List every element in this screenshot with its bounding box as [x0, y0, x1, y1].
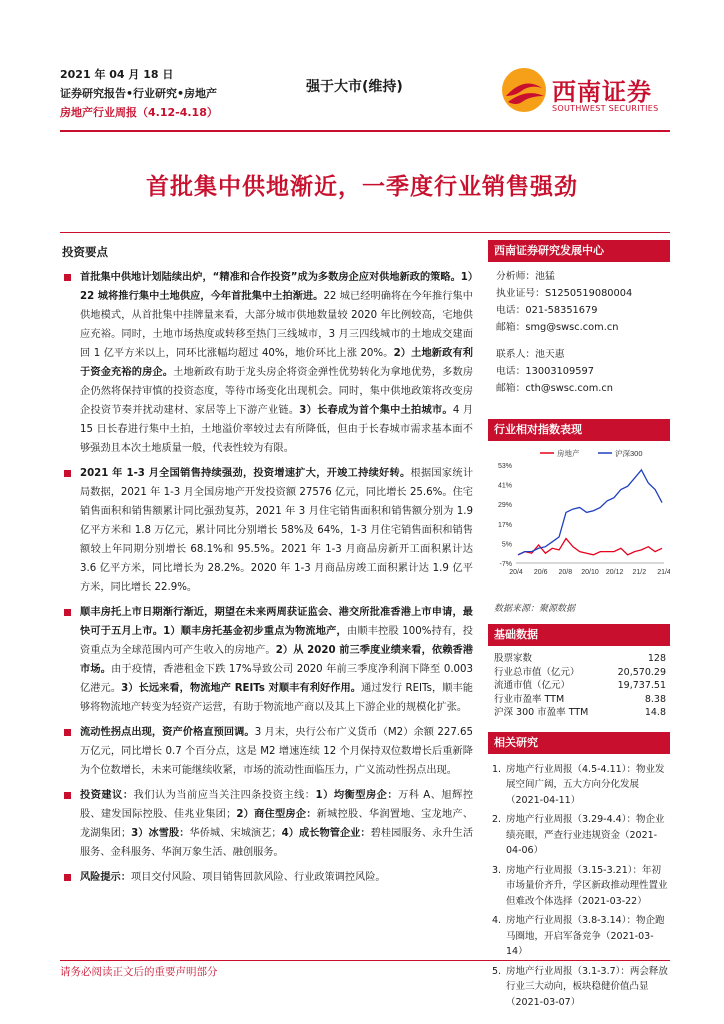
x-tick-label: 20/8 — [558, 569, 573, 576]
center-title: 西南证券研究发展中心 — [488, 240, 670, 262]
chart-svg — [488, 445, 670, 595]
summary-point — [60, 868, 473, 887]
bullet-square-icon — [64, 792, 71, 799]
logo-text-en: SOUTHWEST SECURITIES — [552, 104, 659, 113]
related-item-number: 3. — [492, 864, 502, 876]
point-text: 2021 年 1-3 月全国销售持续强劲，投资增速扩大，开竣工持续好转。 — [80, 468, 411, 479]
point-text: 1）均衡型房企： — [315, 790, 399, 801]
perf-title: 行业相对指数表现 — [488, 419, 670, 441]
report-category: 证券研究报告•行业研究•房地产 — [60, 87, 218, 100]
report-title: 首批集中供地渐近，一季度行业销售强劲 — [146, 174, 578, 200]
title-divider — [60, 232, 670, 233]
point-text: 我们认为当前应当关注四条投资主线： — [133, 790, 316, 801]
point-text: 由顺丰控股 100%持有，投资重点为全球范围内可产生收入的房地产。 — [80, 626, 473, 656]
basic-data-label: 沪深 300 市盈率 TTM — [494, 707, 589, 718]
basic-data-row — [494, 679, 666, 693]
related-research-item[interactable] — [492, 863, 668, 910]
x-tick-label: 21/2 — [632, 569, 647, 576]
summary-point — [60, 464, 473, 597]
y-tick-label: 29% — [497, 502, 512, 510]
point-text: 通过发行 REITs，顺丰能够将物流地产转变为轻资产运营，有助于物流地产商以及其上下游企业的规模化扩张。 — [80, 683, 473, 713]
related-research-item[interactable] — [492, 762, 668, 809]
y-tick-label: 53% — [497, 463, 512, 470]
data-source: 数据来源：聚源数据 — [494, 604, 576, 614]
summary-point — [60, 786, 473, 862]
analyst-license: 执业证号：S1250519080004 — [496, 288, 633, 299]
y-tick-label: 5% — [501, 541, 512, 549]
related-item-text: 房地产行业周报（3.15-3.21）：年初市场量价齐升，学区新政推动理性置业但难改个体选择（2021-03-22） — [506, 864, 668, 907]
related-item-text: 房地产行业周报（3.29-4.4）：物企业绩亮眼，严查行业违规资金（2021-04-06） — [506, 814, 665, 856]
x-tick-label: 20/12 — [605, 569, 624, 576]
contact-name: 联系人：池天惠 — [496, 349, 565, 360]
sidebar — [488, 240, 670, 1014]
point-text: 项目交付风险、项目销售回款风险、行业政策调控风险。 — [130, 872, 386, 883]
point-text: 投资建议： — [80, 790, 134, 801]
industry-rating: 强于大市(维持) — [306, 79, 403, 95]
related-research-item[interactable] — [492, 913, 668, 960]
y-tick-label: -7% — [499, 561, 512, 568]
summary-point — [60, 268, 473, 458]
basic-data-row — [494, 706, 666, 720]
point-text: 4）成长物管企业： — [281, 828, 371, 839]
footer-divider — [60, 960, 670, 961]
basic-data-row — [494, 666, 666, 680]
header-divider — [60, 130, 670, 132]
point-text: 3）长远来看，物流地产 REITs 对顺丰有利好作用。 — [121, 683, 362, 694]
basic-data-row — [494, 652, 666, 666]
basic-data-label: 行业总市值（亿元） — [494, 666, 580, 678]
point-text: 新城控股、华润置地、宝龙地产、龙湖集团； — [80, 809, 474, 839]
analyst-phone: 电话：021-58351679 — [496, 305, 598, 316]
x-tick-label: 20/6 — [533, 569, 548, 576]
y-tick-label: 17% — [497, 521, 512, 529]
legend-label: 房地产 — [557, 449, 580, 458]
report-series: 房地产行业周报（4.12-4.18） — [60, 106, 218, 119]
point-text: 3）冰雪股： — [131, 828, 190, 839]
related-item-number: 4. — [492, 915, 502, 926]
related-title: 相关研究 — [488, 732, 670, 754]
basic-data-row — [494, 693, 666, 707]
point-text: 碧桂园服务、永升生活服务、金科服务、华润万象生活、融创服务。 — [80, 828, 474, 858]
x-tick-label: 21/4 — [657, 569, 670, 576]
y-tick-label: 41% — [497, 482, 512, 490]
summary-column — [60, 240, 473, 893]
basic-data-value: 20,570.29 — [617, 666, 666, 678]
basic-title: 基础数据 — [488, 624, 670, 646]
related-item-number: 5. — [492, 965, 502, 977]
basic-data-label: 行业市盈率 TTM — [494, 693, 565, 705]
footer-disclaimer: 请务必阅读正文后的重要声明部分 — [60, 966, 218, 978]
basic-data-label: 流通市值（亿元） — [494, 680, 571, 691]
legend-label: 沪深300 — [615, 449, 643, 458]
related-item-text: 房地产行业周报（4.5-4.11）：物业发展空间广阔，五大方向分化发展（2021-04-11） — [506, 763, 665, 806]
related-item-text: 房地产行业周报（3.8-3.14）：物企跑马圈地，开启军备竞争（2021-03-14） — [506, 915, 665, 957]
analyst-name: 分析师：池猛 — [496, 271, 555, 282]
point-text: 3 月末，央行公布广义货币（M2）余额 227.65 万亿元，同比增长 0.7 个百分点，这是 M2 增速连续 12 个月保持双位数增长后重新降为个位数增长，未来可能继续收紧，市场的流动性面临压力，广义流动性拐点出现。 — [80, 727, 474, 776]
related-research-item[interactable] — [492, 964, 668, 1011]
point-text: 首批集中供地计划陆续出炉，“精准和合作投资”成为多数房企应对供地新政的策略。1）22 城将推行集中土地供应，今年首批集中土拍渐进。 — [80, 272, 473, 302]
bullet-square-icon — [64, 470, 71, 477]
x-tick-label: 20/10 — [581, 569, 599, 576]
basic-data-value: 19,737.51 — [617, 680, 666, 691]
point-text: 由于疫情，香港租金下跌 17%导致公司 2020 年前三季度净利润下降至 0.003 亿港元。 — [80, 664, 474, 694]
bullet-square-icon — [64, 609, 71, 616]
point-text: 2）商住型房企： — [236, 809, 317, 820]
contact-email[interactable]: 邮箱：cth@swsc.com.cn — [496, 383, 613, 394]
point-text: 根据国家统计局数据，2021 年 1-3 月全国房地产开发投资额 27576 亿元，同比增长 25.6%。住宅销售面积和销售额累计同比强劲复苏，2021 年 3 月住宅销售面积和销售额分别为 1.9 亿平方米和 1.8 万亿元，累计同比分别增长 58%及 64%，1-3 月住宅销售面积和销售额较上年同期分别增长 68.1%和 95.5%。2021 年 1-3 月商品房新开工面积累计达 3.6 亿平方米，同比增长为 28.2%。2020 年 1-3 月商品房竣工面积累计达 1.9 亿平方米，同比增长 22.9%。 — [80, 468, 474, 593]
point-text: 3）长春成为首个集中土拍城市。 — [299, 405, 453, 416]
related-item-number: 2. — [492, 814, 502, 825]
point-text: 2）土地新政有利于资金充裕的房企。 — [80, 348, 473, 378]
related-item-text: 房地产行业周报（3.1-3.7）：两会释放行业三大动向，板块稳健价值凸显（2021-03-07） — [506, 965, 668, 1008]
related-research-list — [488, 754, 670, 1011]
point-text: 万科 A、旭辉控股、建发国际控股、佳兆业集团； — [80, 790, 474, 820]
relative-index-chart — [488, 445, 670, 595]
series-line — [518, 539, 662, 555]
report-header — [60, 64, 670, 126]
bullet-square-icon — [64, 874, 71, 881]
basic-data-table — [488, 646, 670, 720]
x-tick-label: 20/4 — [509, 569, 523, 576]
point-text: 华侨城、宋城演艺； — [189, 828, 282, 839]
basic-data-value: 128 — [647, 653, 666, 664]
summary-point — [60, 723, 473, 780]
summary-points — [60, 268, 473, 887]
summary-point — [60, 603, 473, 717]
analyst-email[interactable]: 邮箱：smg@swsc.com.cn — [496, 322, 619, 333]
point-text: 风险提示： — [80, 872, 131, 883]
logo-text-cn: 西南证券 — [552, 77, 652, 106]
report-date: 2021 年 04 月 18 日 — [60, 68, 174, 81]
bullet-square-icon — [64, 729, 71, 736]
point-text: 4 月 15 日长春进行集中土拍，土地溢价率较过去有所降低，但由于长春城市需求基本面不够强劲且本次土地质量一般，代表性较为有限。 — [80, 405, 474, 454]
related-research-item[interactable] — [492, 812, 668, 859]
bullet-square-icon — [64, 274, 71, 281]
contact-phone: 电话：13003109597 — [496, 366, 594, 377]
related-item-number: 1. — [492, 763, 502, 775]
point-text: 流动性拐点出现，资产价格直预回调。 — [80, 727, 255, 738]
basic-data-label: 股票家数 — [494, 653, 533, 664]
basic-data-value: 14.8 — [644, 707, 666, 718]
analyst-contact — [488, 262, 670, 397]
summary-heading: 投资要点 — [62, 245, 108, 259]
point-text: 顺丰房托上市日期渐行渐近，期望在未来两周获证监会、港交所批准香港上市申请，最快可于五月上市。1）顺丰房托基金初步重点为物流地产， — [80, 607, 473, 637]
company-logo — [500, 64, 670, 120]
point-text: 22 城已经明确将在今年推行集中供地模式，从首批集中挂牌量来看，大部分城市供地数量较 2020 年比例较高，宅地供应充裕。同时，土地市场热度或转移至热门三线城市，3 月三四线城市的土地成交建面回 1 亿平方米以上，同环比涨幅均超过 40%，地价环比上涨 20%。 — [80, 291, 473, 359]
point-text: 土地新政有助于龙头房企将资金弹性优势转化为拿地优势，多数房企仍然将保持审慎的投资态度，等待市场变化出现机会。同时，集中供地政策将改变房企投资节奏并扰动建材、家居等上下游产业链。 — [80, 367, 474, 416]
point-text: 2）从 2020 前三季度业绩来看，依赖香港市场。 — [80, 645, 473, 675]
logo-emblem-icon — [500, 66, 548, 114]
basic-data-value: 8.38 — [644, 693, 666, 705]
series-line — [518, 470, 662, 555]
